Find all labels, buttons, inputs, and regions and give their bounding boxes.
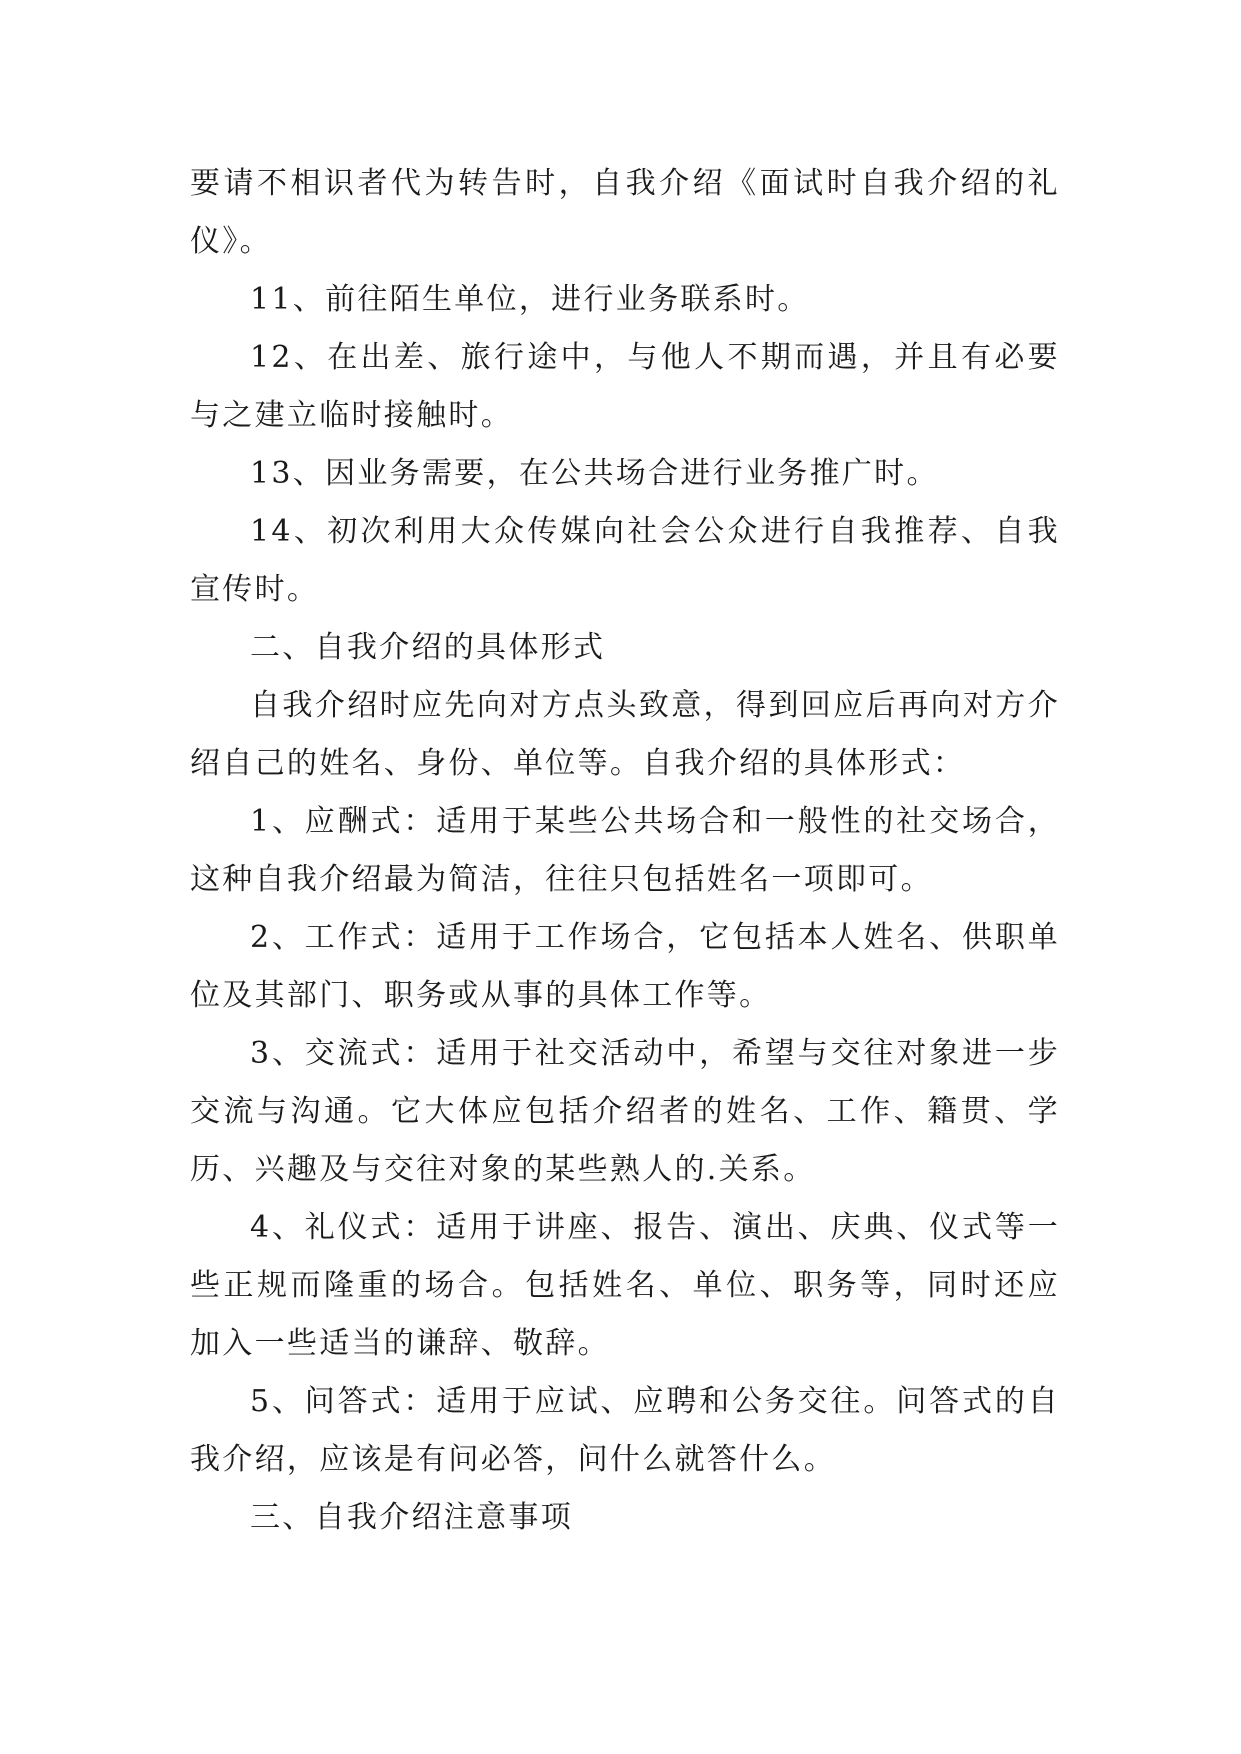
document-body (190, 155, 1060, 1547)
section-heading-2: 二、自我介绍的具体形式 (250, 630, 606, 665)
form-item-1: 1、应酬式：适用于某些公共场合和一般性的社交场合，这种自我介绍最为简洁，往往只包括姓名一项即可。 (190, 804, 1060, 897)
list-item-11: 11、前往陌生单位，进行业务联系时。 (250, 282, 810, 317)
form-item-3: 3、交流式：适用于社交活动中，希望与交往对象进一步交流与沟通。它大体应包括介绍者的姓名、工作、籍贯、学历、兴趣及与交往对象的某些熟人的.关系。 (190, 1036, 1060, 1187)
form-item-4: 4、礼仪式：适用于讲座、报告、演出、庆典、仪式等一些正规而隆重的场合。包括姓名、单位、职务等，同时还应加入一些适当的谦辞、敬辞。 (190, 1210, 1060, 1361)
form-item-2: 2、工作式：适用于工作场合，它包括本人姓名、供职单位及其部门、职务或从事的具体工作等。 (190, 920, 1060, 1013)
list-item-13: 13、因业务需要，在公共场合进行业务推广时。 (250, 456, 939, 491)
form-item-5: 5、问答式：适用于应试、应聘和公务交往。问答式的自我介绍，应该是有问必答，问什么就答什么。 (190, 1384, 1060, 1477)
paragraph-intro: 自我介绍时应先向对方点头致意，得到回应后再向对方介绍自己的姓名、身份、单位等。自我介绍的具体形式： (190, 688, 1060, 781)
section-heading-3: 三、自我介绍注意事项 (250, 1500, 573, 1535)
list-item-12: 12、在出差、旅行途中，与他人不期而遇，并且有必要与之建立临时接触时。 (190, 340, 1060, 433)
list-item-14: 14、初次利用大众传媒向社会公众进行自我推荐、自我宣传时。 (190, 514, 1060, 607)
paragraph-continuation: 要请不相识者代为转告时，自我介绍《面试时自我介绍的礼仪》。 (190, 166, 1060, 259)
